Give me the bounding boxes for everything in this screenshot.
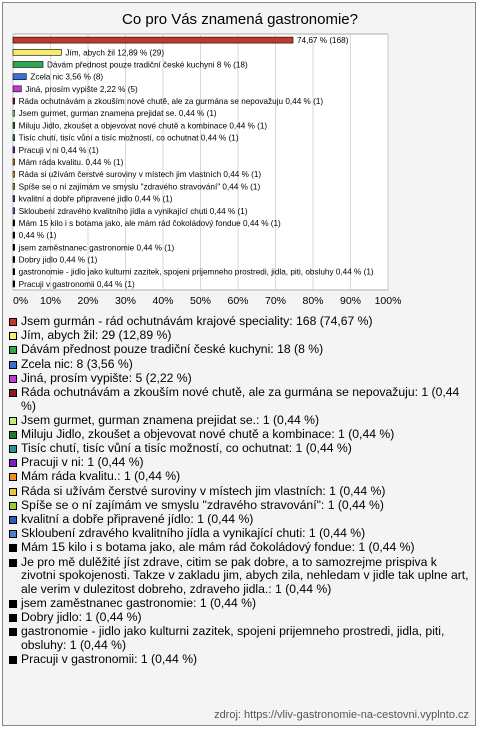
legend-swatch (9, 530, 17, 538)
legend-label: Pracuji v gastronomii: 1 (0,44 %) (21, 652, 198, 667)
bar-label: Tisíc chutí, tisíc vůní a tisíc možností, co ochutnat 0,44 % (1) (18, 133, 239, 143)
legend-swatch (9, 473, 17, 481)
bar-label: Dobry jidlo 0,44 % (1) (18, 255, 98, 265)
bar-label: 74,67 % (168) (297, 36, 349, 46)
bar-label: Jsem gurmet, gurman znamena prejidat se. 0,44 % (1) (18, 109, 217, 119)
bar-label: jsem zaměstnanec gastronomie 0,44 % (1) (18, 243, 175, 253)
bar (13, 257, 15, 263)
legend-swatch (9, 516, 17, 524)
legend-label: Dobry jidlo: 1 (0,44 %) (21, 610, 142, 625)
bar (13, 122, 15, 128)
legend-item (9, 428, 471, 442)
bar (13, 232, 15, 238)
legend-label: Spíše se o ní zajímám ve smyslu "zdravého stravování": 1 (0,44 %) (21, 497, 384, 512)
source-note: zdroj: https://vliv-gastronomie-na-cestovni.vyplnto.cz (214, 709, 469, 721)
x-tick-label: 30% (114, 295, 137, 307)
legend-item (9, 456, 471, 470)
x-tick-label: 40% (152, 295, 174, 307)
legend-item (9, 414, 471, 428)
legend-label: Skloubení zdravého kvalitního jídla a vynikající chuti: 1 (0,44 %) (21, 526, 366, 541)
bar (13, 49, 61, 55)
legend-label: jsem zaměstnanec gastronomie: 1 (0,44 %) (21, 595, 257, 610)
bar-label: Dávám přednost pouze tradiční české kuchyni 8 % (18) (47, 60, 248, 70)
bar (13, 183, 15, 189)
bar (13, 244, 15, 250)
legend-swatch (9, 459, 17, 467)
legend-item (9, 372, 471, 386)
legend-swatch (9, 417, 17, 425)
x-tick-label: 90% (339, 295, 362, 307)
bar-label: Ráda si užívám čerstvé suroviny v místech jim vlastních 0,44 % (1) (18, 170, 262, 180)
legend-swatch (9, 502, 17, 510)
legend-item (9, 499, 471, 513)
legend-item (9, 442, 471, 456)
x-tick-label: 10% (39, 295, 62, 307)
legend-swatch (9, 614, 17, 622)
legend-swatch (9, 488, 17, 496)
legend-swatch (9, 332, 17, 340)
bar (13, 269, 15, 275)
legend-item (9, 513, 471, 527)
x-tick-label: 50% (189, 295, 212, 307)
x-tick-label: 80% (302, 295, 324, 307)
bar (13, 110, 15, 116)
legend-item (9, 611, 471, 625)
legend-item (9, 527, 471, 541)
x-tick-label: 60% (227, 295, 249, 307)
legend (9, 315, 471, 667)
x-tick-label: 70% (264, 295, 287, 307)
legend-label: Zcela nic: 8 (3,56 %) (21, 356, 133, 371)
legend-swatch (9, 600, 17, 608)
legend-label: Mám 15 kilo i s botama jako, ale mám rád čokoládový fondue: 1 (0,44 %) (21, 540, 415, 555)
bar-label: Pracuji v gastronomii 0,44 % (1) (18, 279, 135, 289)
legend-item (9, 343, 471, 357)
chart-frame (2, 2, 476, 726)
legend-label: Mám ráda kvalitu.: 1 (0,44 %) (21, 469, 181, 484)
bar-label: Mám 15 kilo i s botama jako, ale mám rád čokoládový fondue 0,44 % (1) (18, 218, 281, 228)
legend-swatch (9, 431, 17, 439)
legend-item (9, 470, 471, 484)
legend-item (9, 556, 471, 597)
bar (13, 171, 15, 177)
bar-label: Pracuji v ni 0,44 % (1) (18, 145, 99, 155)
legend-label: Jím, abych žil: 29 (12,89 %) (21, 328, 172, 343)
bar-label: Spíše se o ní zajímám ve smyslu "zdravého stravování" 0,44 % (1) (18, 182, 261, 192)
bar (13, 135, 15, 141)
legend-swatch (9, 559, 17, 567)
legend-label: Pracuji v ni: 1 (0,44 %) (21, 455, 144, 470)
legend-swatch (9, 628, 17, 636)
legend-swatch (9, 361, 17, 369)
bar-label: Ráda ochutnávám a zkouším nové chutě, ale za gurmána se nepovažuju 0,44 % (1) (18, 97, 324, 107)
bar (13, 208, 15, 214)
bar (13, 281, 15, 287)
bar (13, 196, 15, 202)
legend-label: Ráda si užívám čerstvé suroviny v místech jim vlastních: 1 (0,44 %) (21, 483, 386, 498)
legend-swatch (9, 544, 17, 552)
x-tick-label: 20% (77, 295, 99, 307)
bar-label: Jím, abych žil 12,89 % (29) (65, 48, 165, 58)
legend-label: Tisíc chutí, tisíc vůní a tisíc možností, co ochutnat: 1 (0,44 %) (21, 441, 352, 456)
legend-swatch (9, 445, 17, 453)
bar (13, 147, 15, 153)
legend-label: gastronomie - jidlo jako kulturni zazitek, spojeni prijemneho prostredi, jidla, piti, obsluhy: 1 (0,44 %) (21, 624, 445, 652)
legend-swatch (9, 375, 17, 383)
chart-title: Co pro Vás znamená gastronomie? (122, 11, 358, 28)
legend-item (9, 386, 471, 413)
legend-label: Jsem gurmán - rád ochutnávám krajové speciality: 168 (74,67 %) (21, 314, 373, 328)
legend-item (9, 625, 471, 652)
legend-item (9, 329, 471, 343)
bar-chart (3, 3, 477, 313)
bar (13, 74, 26, 80)
legend-item (9, 358, 471, 372)
legend-label: Ráda ochutnávám a zkouším nové chutě, ale za gurmána se nepovažuju: 1 (0,44 %) (21, 384, 460, 413)
legend-label: Jsem gurmet, gurman znamena prejidat se.: 1 (0,44 %) (21, 412, 320, 427)
legend-label: Je pro mě dulěžité jíst zdrave, citim se pak dobre, a to samozrejme prispiva k zivotni spokojenosti. Takze v zakladu jim, abych zila, nehledam v jidle tak uplne art, ale verim v dulezitost dobreho, zdraveho jidla.: 1 (0,44 %) (21, 554, 469, 596)
x-tick-label: 0% (13, 295, 29, 307)
legend-swatch (9, 656, 17, 664)
legend-item (9, 653, 471, 667)
legend-label: kvalitní a dobře připravené jídlo: 1 (0,44 %) (21, 512, 254, 527)
bar-label: kvalitní a dobře připravené jídlo 0,44 % (1) (18, 194, 173, 204)
x-tick-label: 100% (374, 295, 402, 307)
legend-swatch (9, 318, 17, 326)
legend-label: Jiná, prosím vypište: 5 (2,22 %) (21, 370, 192, 385)
bar-label: Jiná, prosím vypište 2,22 % (5) (25, 84, 138, 94)
legend-label: Miluju Jidlo, zkoušet a objevovat nové chutě a kombinace: 1 (0,44 %) (21, 426, 395, 441)
legend-label: Dávám přednost pouze tradiční české kuchyni: 18 (8 %) (21, 342, 324, 357)
legend-swatch (9, 346, 17, 354)
bar-label: 0,44 % (1) (18, 231, 57, 241)
bar-label: Miluju Jidlo, zkoušet a objevovat nové chutě a kombinace 0,44 % (1) (18, 121, 268, 131)
legend-item (9, 485, 471, 499)
legend-item (9, 315, 471, 329)
legend-item (9, 541, 471, 555)
bar (13, 159, 15, 165)
bar (13, 61, 43, 67)
bar-label: gastronomie - jidlo jako kulturni zazitek, spojeni prijemneho prostredi, jidla, piti, obsluhy 0,44 % (1) (18, 267, 374, 277)
legend-item (9, 597, 471, 611)
bar-label: Mám ráda kvalitu. 0,44 % (1) (18, 158, 124, 167)
bar (13, 86, 21, 92)
bar-label: Zcela nic 3,56 % (8) (30, 72, 104, 82)
bar (13, 220, 15, 226)
bar (13, 37, 293, 43)
bar-label: Skloubení zdravého kvalitního jídla a vynikající chuti 0,44 % (1) (18, 206, 248, 216)
legend-swatch (9, 389, 17, 397)
bar (13, 98, 15, 104)
